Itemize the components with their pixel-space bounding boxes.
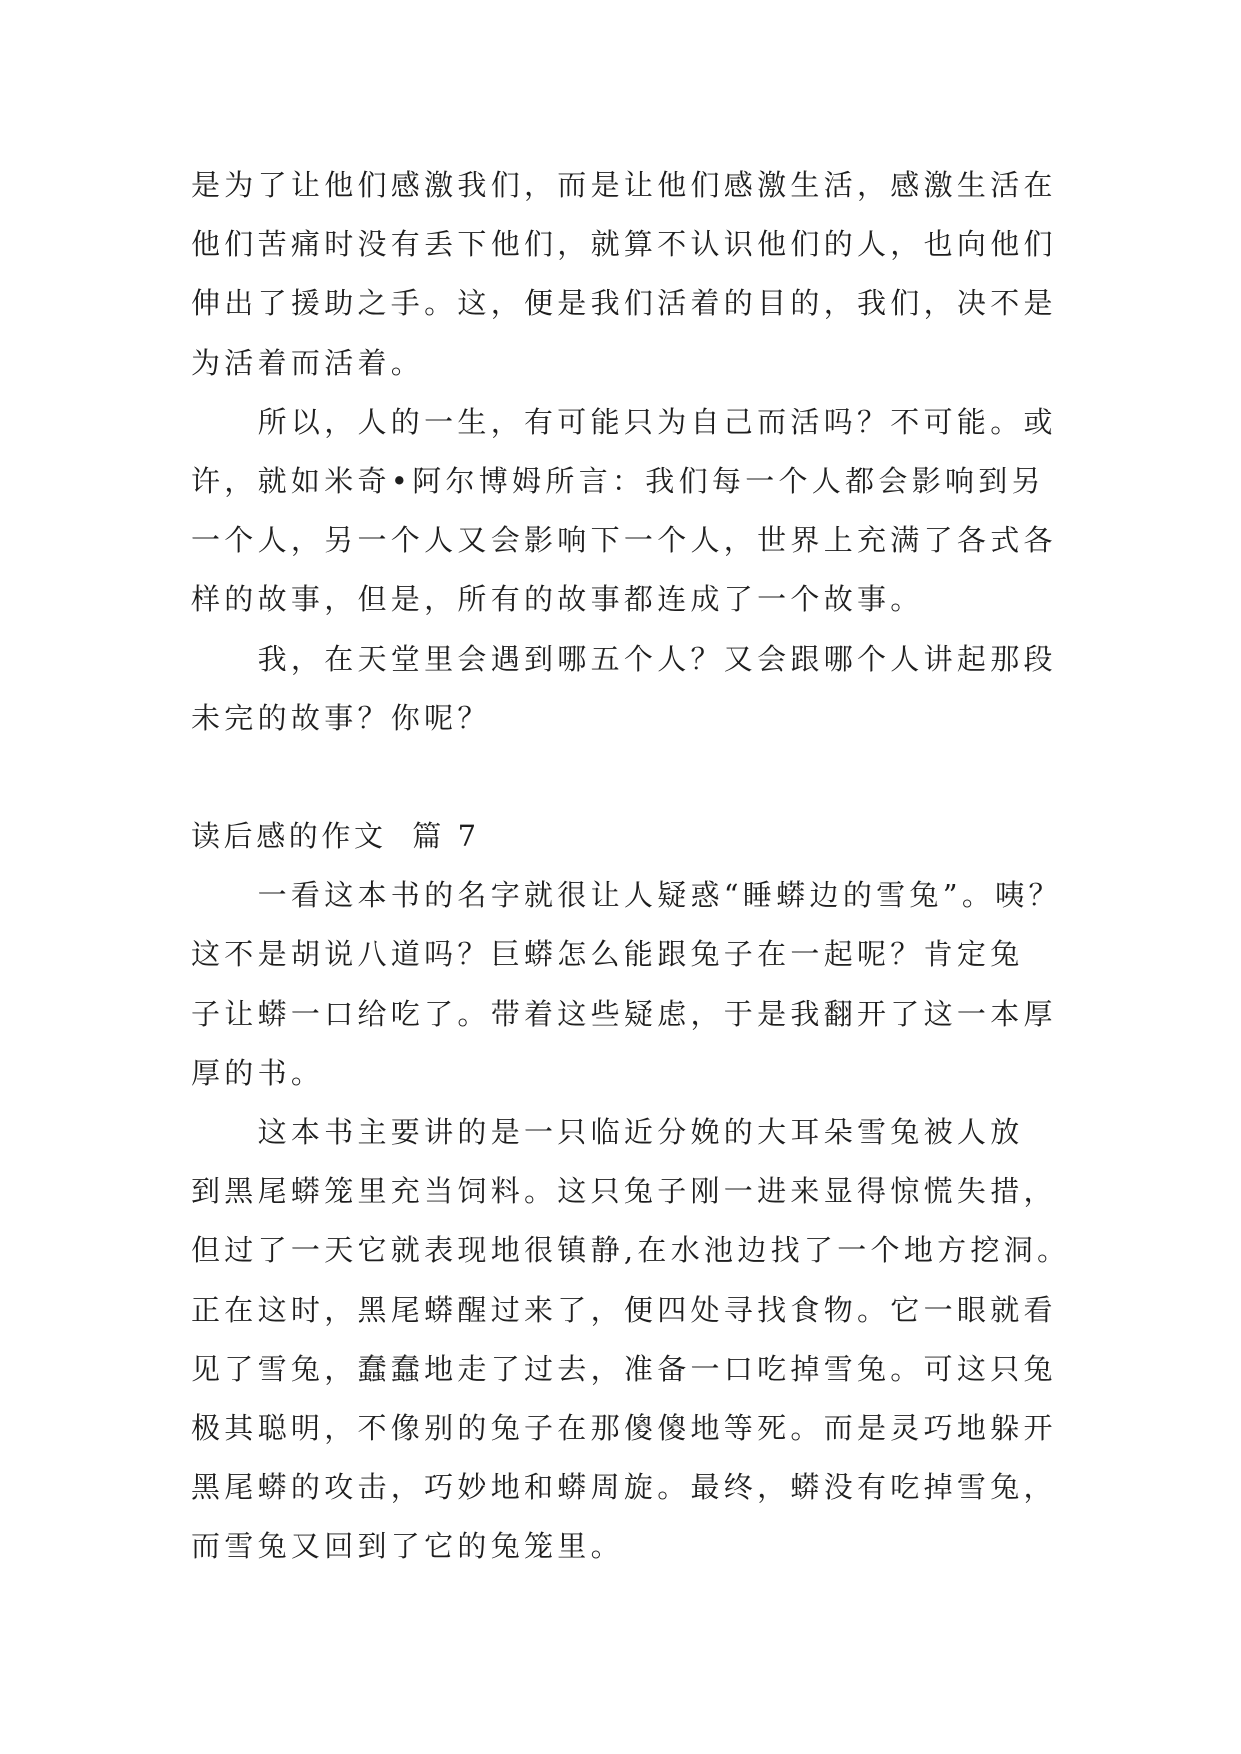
text-line: 厚的书。 bbox=[191, 1055, 325, 1090]
paragraph bbox=[191, 1103, 1091, 1577]
text-line: 是为了让他们感激我们，而是让他们感激生活，感激生活在 bbox=[191, 168, 1057, 202]
text-line: 许，就如米奇•阿尔博姆所言：我们每一个人都会影响到另 bbox=[191, 463, 1045, 498]
text-line: 一看这本书的名字就很让人疑惑“睡蟒边的雪兔”。咦？ bbox=[257, 878, 1062, 913]
paragraph bbox=[191, 866, 1091, 1103]
text-line: 而雪兔又回到了它的兔笼里。 bbox=[191, 1529, 624, 1564]
text-line: 样的故事，但是，所有的故事都连成了一个故事。 bbox=[191, 582, 924, 617]
text-line: 见了雪兔，蠢蠢地走了过去，准备一口吃掉雪兔。可这只兔 bbox=[191, 1351, 1057, 1386]
blank-line bbox=[191, 748, 1091, 807]
text-line: 我，在天堂里会遇到哪五个人？又会跟哪个人讲起那段 bbox=[257, 641, 1057, 676]
text-line: 黑尾蟒的攻击，巧妙地和蟒周旋。最终，蟒没有吃掉雪兔， bbox=[191, 1470, 1057, 1505]
document-body bbox=[191, 156, 1091, 1577]
text-line: 为活着而活着。 bbox=[191, 345, 425, 380]
paragraph bbox=[191, 393, 1091, 630]
text-line: 到黑尾蟒笼里充当饲料。这只兔子刚一进来显得惊慌失措， bbox=[191, 1174, 1057, 1209]
text-line: 正在这时，黑尾蟒醒过来了，便四处寻找食物。它一眼就看 bbox=[191, 1292, 1057, 1327]
text-line: 所以，人的一生，有可能只为自己而活吗？不可能。或 bbox=[257, 404, 1057, 439]
text-line: 极其聪明，不像别的兔子在那傻傻地等死。而是灵巧地躲开 bbox=[191, 1410, 1057, 1445]
section-heading: 读后感的作文 篇 7 bbox=[191, 819, 480, 854]
text-line: 伸出了援助之手。这，便是我们活着的目的，我们，决不是 bbox=[191, 286, 1057, 321]
paragraph bbox=[191, 630, 1091, 748]
text-line: 但过了一天它就表现地很镇静,在水池边找了一个地方挖洞。 bbox=[191, 1233, 1071, 1268]
text-line: 未完的故事？你呢？ bbox=[191, 700, 491, 735]
text-line: 这不是胡说八道吗？巨蟒怎么能跟兔子在一起呢？肯定兔 bbox=[191, 937, 1024, 972]
text-line: 他们苦痛时没有丢下他们，就算不认识他们的人，也向他们 bbox=[191, 227, 1057, 262]
text-line: 这本书主要讲的是一只临近分娩的大耳朵雪兔被人放 bbox=[257, 1115, 1024, 1149]
text-line: 子让蟒一口给吃了。带着这些疑虑，于是我翻开了这一本厚 bbox=[191, 996, 1057, 1031]
text-line: 一个人，另一个人又会影响下一个人，世界上充满了各式各 bbox=[191, 523, 1057, 558]
paragraph bbox=[191, 156, 1091, 393]
